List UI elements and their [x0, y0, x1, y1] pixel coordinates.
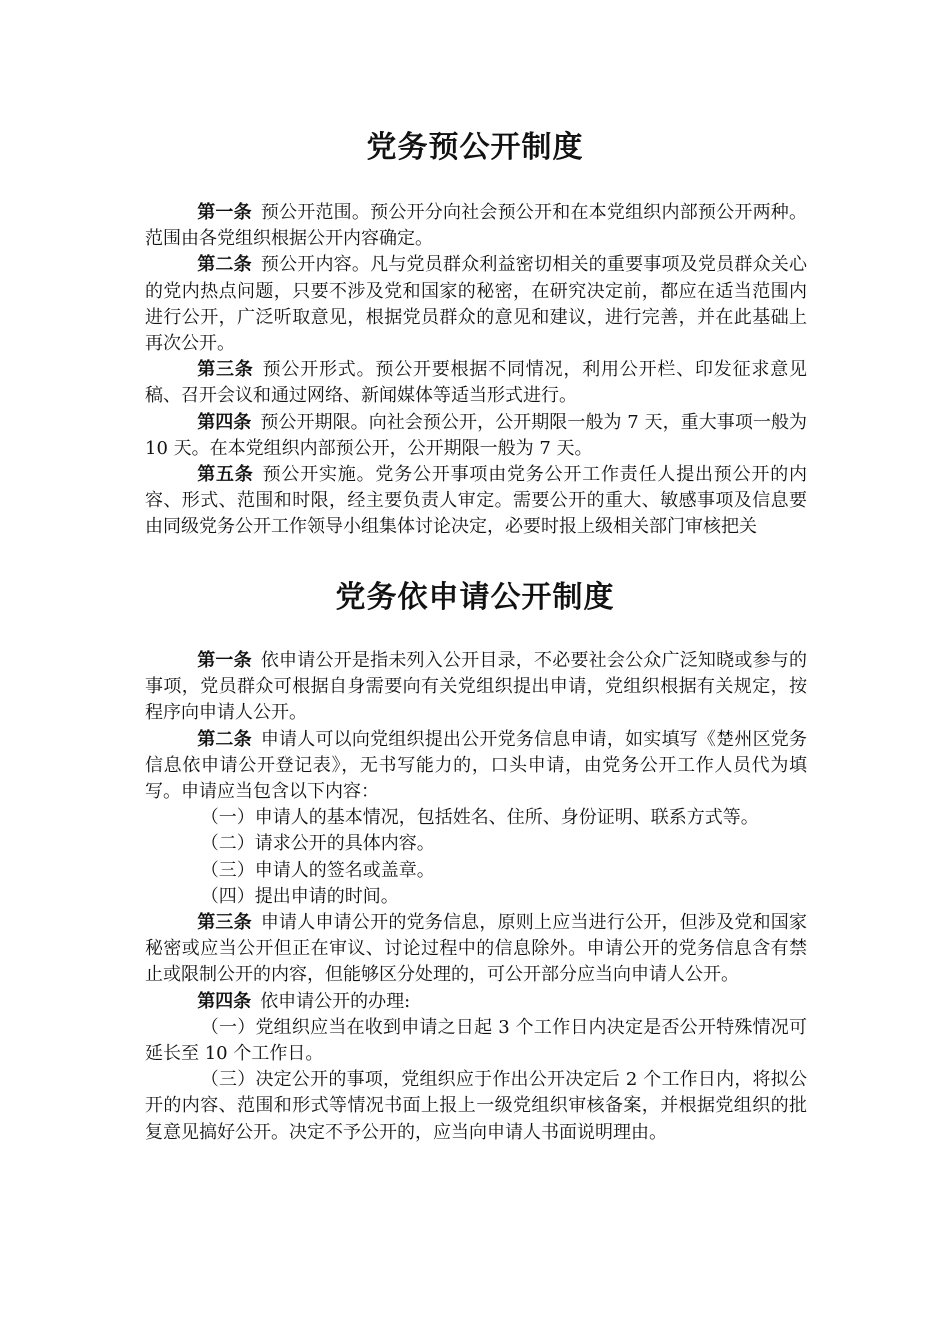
article-text: 预公开形式。预公开要根据不同情况，利用公开栏、印发征求意见稿、召开会议和通过网络、新闻媒体等适当形式进行。	[145, 359, 808, 407]
article-label: 第三条	[197, 912, 252, 934]
list-item-text: （四）提出申请的时间。	[200, 885, 399, 907]
article-paragraph	[145, 727, 807, 806]
list-item-text: （二）请求公开的具体内容。	[200, 833, 435, 855]
article-label: 第二条	[197, 728, 252, 750]
article-paragraph	[145, 648, 807, 727]
list-item-text: （三）申请人的签名或盖章。	[200, 859, 435, 881]
section-1-title: 党务预公开制度	[366, 130, 584, 165]
article-text: 依申请公开是指未列入公开目录，不必要社会公众广泛知晓或参与的事项，党员群众可根据自身需要向有关党组织提出申请，党组织根据有关规定，按程序向申请人公开。	[145, 650, 807, 724]
list-item-text: （一）党组织应当在收到申请之日起 3 个工作日内决定是否公开特殊情况可延长至 10 个工作日。	[145, 1016, 807, 1065]
article-label: 第四条	[197, 411, 252, 433]
article-paragraph	[145, 462, 807, 541]
article-paragraph	[145, 910, 807, 989]
article-paragraph	[145, 989, 807, 1015]
article-label: 第一条	[197, 202, 252, 223]
article-text: 预公开实施。党务公开事项由党务公开工作责任人提出预公开的内容、形式、范围和时限，经主要负责人审定。需要公开的重大、敏感事项及信息要由同级党务公开工作领导小组集体讨论决定，必要时报上级相关部门审核把关	[145, 464, 808, 538]
article-text: 申请人申请公开的党务信息，原则上应当进行公开，但涉及党和国家秘密或应当公开但正在审议、讨论过程中的信息除外。申请公开的党务信息含有禁止或限制公开的内容，但能够区分处理的，可公开部分应当向申请人公开。	[145, 912, 807, 986]
article-paragraph	[145, 410, 807, 462]
section-1-body	[145, 200, 807, 541]
list-item	[145, 1067, 807, 1146]
article-label: 第四条	[197, 990, 252, 1012]
article-paragraph	[145, 252, 807, 357]
list-item-text: （一）申请人的基本情况，包括姓名、住所、身份证明、联系方式等。	[200, 807, 759, 829]
article-text: 预公开内容。凡与党员群众利益密切相关的重要事项及党员群众关心的党内热点问题，只要不涉及党和国家的秘密，在研究决定前，都应在适当范围内进行公开，广泛听取意见，根据党员群众的意见和建议，进行完善，并在此基础上再次公开。	[145, 254, 807, 355]
list-item-text: （三）决定公开的事项，党组织应于作出公开决定后 2 个工作日内，将拟公开的内容、范围和形式等情况书面上报上一级党组织审核备案，并根据党组织的批复意见搞好公开。决定不予公开的，应当向申请人书面说明理由。	[145, 1069, 807, 1143]
article-text: 预公开期限。向社会预公开，公开期限一般为 7 天，重大事项一般为 10 天。在本党组织内部预公开，公开期限一般为 7 天。	[145, 411, 808, 459]
article-label: 第二条	[197, 254, 252, 276]
article-label: 第一条	[197, 650, 252, 671]
article-label: 第三条	[197, 359, 254, 381]
article-label: 第五条	[197, 464, 254, 486]
article-paragraph	[145, 200, 807, 252]
article-text: 依申请公开的办理:	[260, 990, 411, 1012]
article-text: 申请人可以向党组织提出公开党务信息申请，如实填写《楚州区党务信息依申请公开登记表》，无书写能力的，口头申请，由党务公开工作人员代为填写。申请应当包含以下内容：	[145, 728, 807, 803]
list-item	[145, 831, 807, 857]
list-item	[145, 858, 807, 884]
list-item	[145, 884, 807, 910]
section-2-body	[145, 648, 807, 1146]
article-text: 预公开范围。预公开分向社会预公开和在本党组织内部预公开两种。范围由各党组织根据公开内容确定。	[145, 202, 807, 250]
list-item	[145, 1015, 807, 1067]
article-paragraph	[145, 357, 807, 409]
section-2-title: 党务依申请公开制度	[335, 580, 615, 615]
list-item	[145, 805, 807, 831]
